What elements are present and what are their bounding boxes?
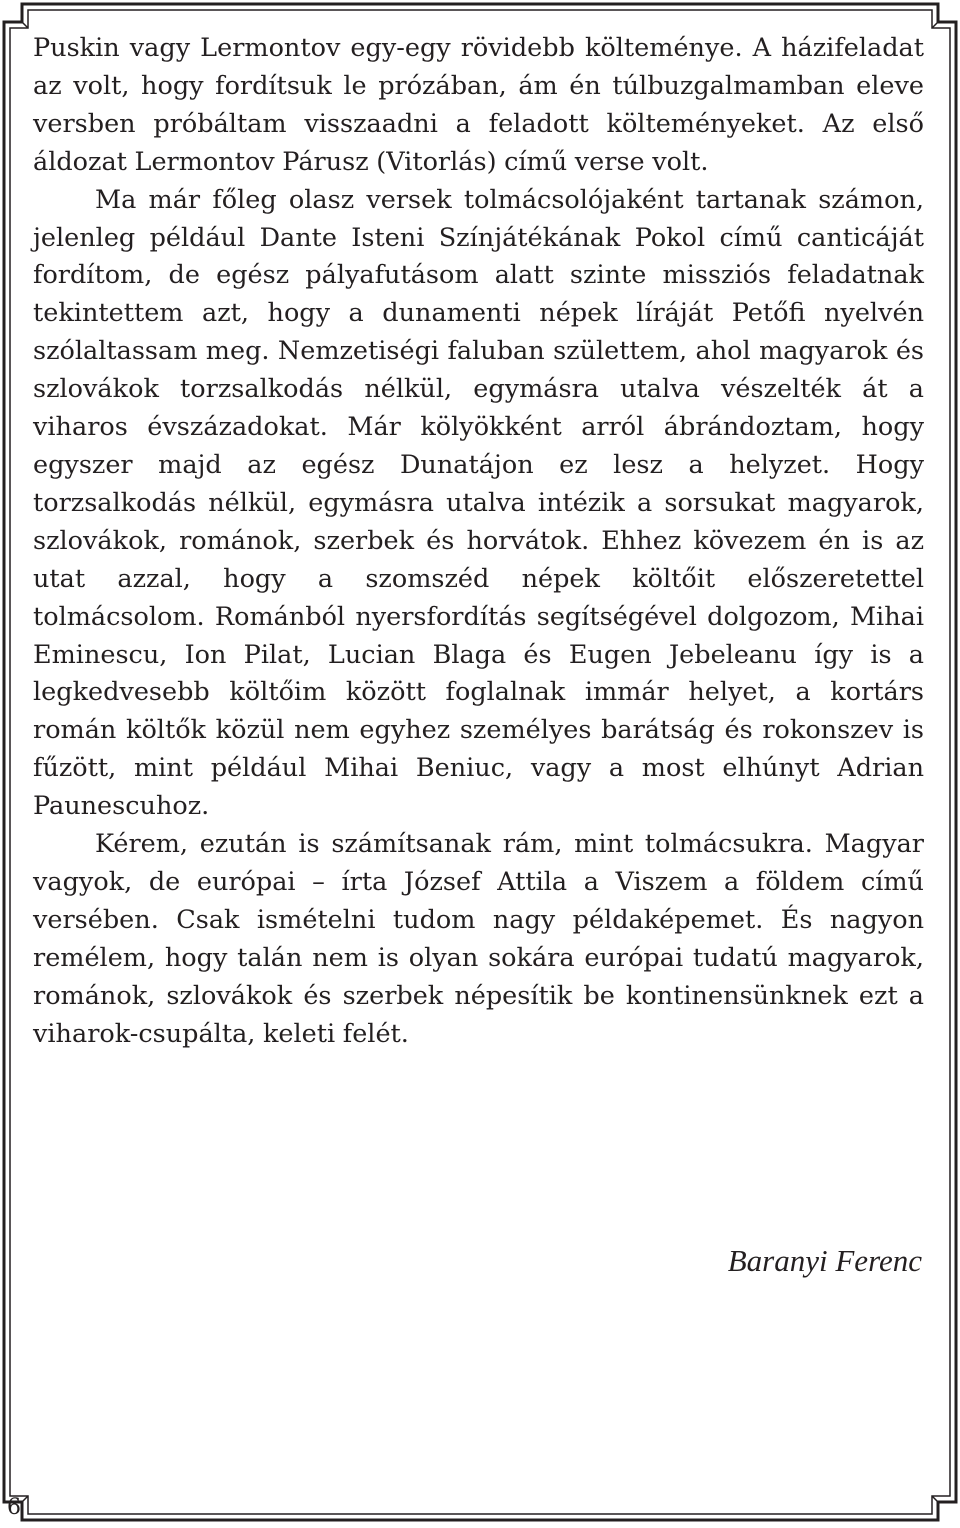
page-number: 6 (7, 1495, 21, 1520)
paragraph-1: Puskin vagy Lermontov egy-egy rövidebb költeménye. A házifeladat az volt, hogy fordítsuk le prózában, ám én túlbuzgalmamban eleve versben próbáltam visszaadni a feladott költeményeket. Az első áldozat Lermontov Párusz (Vitorlás) című verse volt. (33, 33, 924, 177)
paragraph-2: Ma már főleg olasz versek tolmácsolójaként tartanak számon, jelenleg például Dante Isteni Színjátékának Pokol című canticáját fordítom, de egész pályafutásom alatt szinte missziós feladatnak tekintettem azt, hogy a dunamenti népek líráját Petőfi nyelvén szólaltassam meg. Nemzetiségi faluban születtem, ahol magyarok és szlovákok torzsalkodás nélkül, egymásra utalva vészelték át a viharos évszázadokat. Már kölyökként arról ábrándoztam, hogy egyszer majd az egész Dunatájon ez lesz a helyzet. Hogy torzsalkodás nélkül, egymásra utalva intézik a sorsukat magyarok, szlovákok, románok, szerbek és horvátok. Ehhez kövezem én is az utat azzal, hogy a szomszéd népek költőit előszeretettel tolmácsolom. Románból nyersfordítás segítségével dolgozom, Mihai Eminescu, Ion Pilat, Lucian Blaga és Eugen Jebeleanu így is a legkedvesebb költőim között foglalnak immár helyet, a kortárs román költők közül nem egyhez személyes barátság és rokonszev is fűzött, mint például Mihai Beniuc, vagy a most elhúnyt Adrian Paunescuhoz. (33, 184, 924, 822)
paragraph-3: Kérem, ezután is számítsanak rám, mint tolmácsukra. Magyar vagyok, de európai – írta József Attila a Viszem a földem című versében. Csak ismételni tudom nagy példaképemet. És nagyon remélem, hogy talán nem is olyan sokára európai tudatú magyarok, románok, szlovákok és szerbek népesítik be kontinensünknek ezt a viharok-csupálta, keleti felét. (33, 829, 924, 1049)
article-body (33, 30, 924, 1053)
author-signature: Baranyi Ferenc (727, 1243, 922, 1278)
